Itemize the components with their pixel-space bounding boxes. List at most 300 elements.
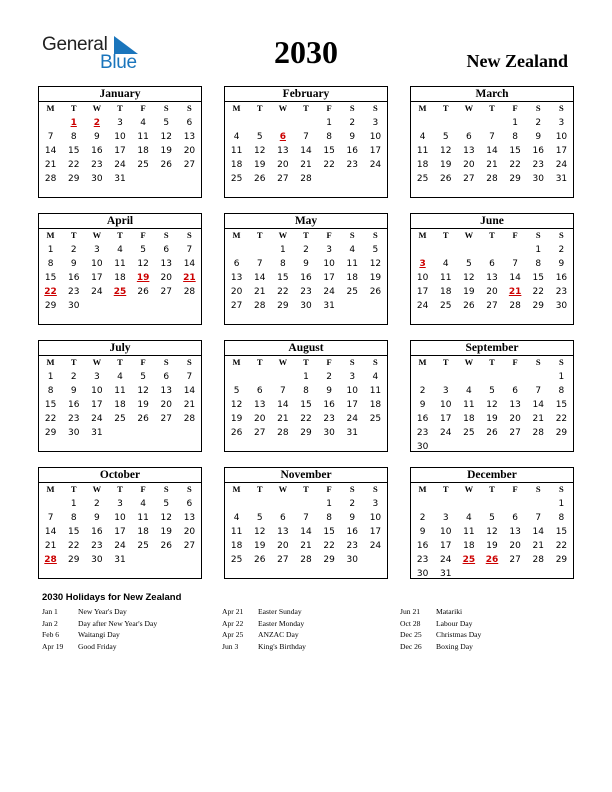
day-cell: 23 — [67, 414, 80, 424]
day-cell: 25 — [230, 555, 243, 565]
weekday-header: S — [535, 103, 541, 113]
day-cell: 2 — [349, 499, 356, 509]
weekday-header: S — [373, 357, 378, 367]
day-cell: 6 — [279, 513, 286, 523]
day-cell: 30 — [416, 442, 429, 452]
day-cell: 5 — [256, 513, 263, 523]
month-june — [410, 213, 574, 325]
day-cell: 25 — [369, 414, 382, 424]
month-august — [224, 340, 388, 452]
day-cell: 19 — [463, 287, 475, 297]
empty-cell — [178, 172, 201, 186]
holiday-name: Labour Day — [436, 618, 473, 628]
day-cell: 27 — [509, 428, 521, 438]
day-cell: 10 — [369, 132, 382, 142]
empty-cell — [155, 172, 178, 186]
weekday-header: T — [489, 484, 495, 494]
day-cell: 7 — [535, 386, 542, 396]
day-cell: 30 — [555, 301, 568, 311]
weekday-header: M — [418, 230, 427, 240]
empty-cell — [132, 299, 155, 313]
day-cell: 9 — [558, 259, 565, 269]
holiday-name: Easter Sunday — [258, 607, 302, 616]
empty-cell — [271, 370, 294, 384]
week-row — [411, 299, 573, 313]
day-cell: 15 — [532, 273, 544, 283]
day-cell: 28 — [253, 301, 266, 311]
day-cell: 14 — [532, 527, 544, 537]
weekday-header: T — [70, 103, 77, 113]
day-cell: 24 — [91, 287, 103, 297]
day-cell: 28 — [300, 174, 312, 184]
day-cell: 1 — [279, 245, 286, 255]
day-cell: 19 — [486, 541, 498, 551]
empty-cell — [132, 426, 155, 440]
month-title: November — [280, 469, 332, 481]
day-cell: 22 — [67, 541, 80, 551]
day-cell: 5 — [372, 245, 379, 255]
day-cell: 24 — [439, 555, 452, 565]
day-cell: 12 — [486, 400, 498, 410]
day-cell: 29 — [555, 555, 568, 565]
week-row — [39, 285, 201, 299]
week-row — [411, 497, 573, 511]
weekday-header: S — [163, 230, 169, 240]
day-cell: 29 — [532, 301, 544, 311]
weekday-header: S — [535, 357, 541, 367]
day-cell: 10 — [114, 513, 126, 523]
holiday-date: Jan 2 — [42, 618, 58, 628]
holiday-date: Jan 1 — [42, 607, 58, 616]
day-cell: 3 — [93, 372, 100, 382]
day-cell: 15 — [555, 527, 568, 537]
day-cell: 3 — [349, 372, 356, 382]
weekday-header-row — [411, 356, 573, 370]
day-cell: 12 — [253, 146, 266, 156]
day-cell: 10 — [369, 513, 382, 523]
month-february — [224, 86, 388, 198]
day-cell: 20 — [509, 541, 521, 551]
day-cell: 4 — [349, 245, 356, 255]
day-cell: 13 — [277, 527, 289, 537]
week-row — [411, 116, 573, 130]
holiday-name: Good Friday — [78, 641, 117, 651]
month-day-grid — [411, 101, 573, 186]
week-row — [225, 384, 387, 398]
month-title: May — [294, 215, 318, 227]
day-cell: 11 — [416, 146, 429, 156]
country-name: New Zealand — [466, 51, 568, 71]
day-cell: 24 — [346, 414, 358, 424]
week-row — [39, 370, 201, 384]
day-cell: 6 — [233, 259, 240, 269]
empty-cell — [527, 440, 550, 454]
empty-cell — [457, 497, 480, 511]
day-cell: 18 — [416, 160, 429, 170]
week-row — [411, 539, 573, 553]
day-cell: 23 — [416, 428, 429, 438]
weekday-header: M — [232, 484, 241, 494]
empty-cell — [480, 497, 503, 511]
day-cell: 9 — [349, 513, 356, 523]
day-cell: 7 — [303, 513, 309, 523]
day-cell: 18 — [230, 541, 243, 551]
weekday-header: T — [117, 357, 123, 367]
day-cell: 4 — [465, 513, 472, 523]
month-day-grid — [225, 228, 387, 313]
holiday-date: Jun 3 — [222, 641, 239, 651]
day-cell: 14 — [44, 146, 57, 156]
day-cell: 5 — [233, 386, 240, 396]
day-cell: 15 — [44, 400, 57, 410]
week-row — [39, 426, 201, 440]
empty-cell — [225, 497, 248, 511]
day-cell: 1 — [512, 118, 518, 128]
day-cell: 4 — [233, 132, 240, 142]
week-row — [225, 370, 387, 384]
day-cell: 9 — [70, 259, 77, 269]
holiday-day: 25 — [113, 287, 127, 297]
weekday-header: T — [442, 357, 449, 367]
day-cell: 19 — [160, 146, 172, 156]
empty-cell — [271, 497, 294, 511]
day-cell: 30 — [532, 174, 544, 184]
weekday-header-row — [39, 229, 201, 243]
day-cell: 20 — [486, 287, 498, 297]
empty-cell — [155, 553, 178, 567]
week-row — [225, 285, 387, 299]
empty-cell — [248, 243, 271, 257]
day-cell: 28 — [486, 174, 498, 184]
month-march — [410, 86, 574, 198]
month-september — [410, 340, 574, 452]
page-title-year: 2030 — [274, 34, 338, 70]
weekday-header: W — [278, 230, 288, 240]
weekday-header: S — [187, 484, 192, 494]
day-cell: 19 — [369, 273, 382, 283]
month-title: February — [282, 88, 330, 100]
holiday-name: Day after New Year's Day — [78, 618, 158, 628]
day-cell: 17 — [346, 400, 358, 410]
empty-cell — [504, 243, 527, 257]
day-cell: 30 — [323, 428, 335, 438]
empty-cell — [318, 172, 341, 186]
day-cell: 30 — [91, 174, 103, 184]
day-cell: 28 — [532, 555, 544, 565]
day-cell: 7 — [489, 132, 495, 142]
weekday-header: S — [163, 103, 169, 113]
week-row — [411, 398, 573, 412]
weekday-header: T — [256, 357, 263, 367]
week-row — [225, 299, 387, 313]
month-title: January — [99, 88, 141, 100]
holiday-day: 2 — [93, 118, 100, 128]
day-cell: 1 — [535, 245, 542, 255]
weekday-header: S — [187, 357, 192, 367]
day-cell: 5 — [256, 132, 263, 142]
month-day-grid — [411, 355, 573, 454]
day-cell: 24 — [369, 541, 382, 551]
day-cell: 11 — [463, 527, 475, 537]
month-april — [38, 213, 202, 325]
month-july — [38, 340, 202, 452]
week-row — [225, 271, 387, 285]
empty-cell — [457, 370, 480, 384]
day-cell: 19 — [439, 160, 452, 170]
month-november — [224, 467, 388, 579]
day-cell: 8 — [326, 513, 332, 523]
day-cell: 10 — [91, 259, 103, 269]
weekday-header: T — [489, 230, 495, 240]
holiday-row — [222, 629, 402, 641]
week-row — [225, 398, 387, 412]
day-cell: 10 — [91, 386, 103, 396]
day-cell: 16 — [346, 527, 358, 537]
weekday-header-row — [411, 102, 573, 116]
day-cell: 22 — [532, 287, 544, 297]
weekday-header: M — [46, 357, 55, 367]
weekday-header-row — [39, 102, 201, 116]
week-row — [225, 172, 387, 186]
week-row — [39, 497, 201, 511]
day-cell: 3 — [326, 245, 332, 255]
week-row — [39, 525, 201, 539]
day-cell: 13 — [463, 146, 475, 156]
day-cell: 11 — [439, 273, 452, 283]
day-cell: 3 — [117, 499, 123, 509]
day-cell: 14 — [300, 146, 312, 156]
day-cell: 29 — [277, 301, 289, 311]
week-row — [225, 130, 387, 144]
weekday-header: T — [70, 484, 77, 494]
day-cell: 28 — [277, 428, 289, 438]
day-cell: 28 — [183, 414, 196, 424]
holiday-row — [400, 641, 580, 653]
day-cell: 21 — [253, 287, 266, 297]
week-row — [225, 553, 387, 567]
weekday-header: M — [418, 357, 427, 367]
day-cell: 2 — [419, 386, 426, 396]
holiday-row — [222, 606, 402, 618]
day-cell: 22 — [555, 414, 568, 424]
week-row — [225, 525, 387, 539]
weekday-header: S — [163, 357, 169, 367]
weekday-header: W — [92, 484, 102, 494]
week-row — [411, 158, 573, 172]
day-cell: 26 — [253, 174, 266, 184]
empty-cell — [480, 116, 503, 130]
day-cell: 27 — [160, 414, 172, 424]
day-cell: 13 — [160, 386, 172, 396]
day-cell: 2 — [419, 513, 426, 523]
holiday-date: Dec 25 — [400, 630, 422, 640]
weekday-header: F — [512, 103, 518, 113]
day-cell: 11 — [463, 400, 475, 410]
week-row — [411, 412, 573, 426]
day-cell: 4 — [117, 245, 123, 255]
day-cell: 27 — [463, 174, 475, 184]
day-cell: 22 — [67, 160, 80, 170]
week-row — [39, 553, 201, 567]
day-cell: 24 — [369, 160, 382, 170]
day-cell: 22 — [555, 541, 568, 551]
weekday-header: F — [512, 230, 518, 240]
month-day-grid — [39, 101, 201, 186]
day-cell: 29 — [323, 555, 335, 565]
day-cell: 19 — [230, 414, 243, 424]
week-row — [39, 144, 201, 158]
day-cell: 9 — [70, 386, 77, 396]
day-cell: 5 — [140, 372, 146, 382]
day-cell: 30 — [416, 569, 429, 579]
week-row — [411, 567, 573, 581]
day-cell: 20 — [230, 287, 243, 297]
day-cell: 16 — [555, 273, 568, 283]
weekday-header: T — [117, 230, 123, 240]
day-cell: 18 — [439, 287, 452, 297]
week-row — [225, 511, 387, 525]
day-cell: 28 — [44, 174, 57, 184]
weekday-header: S — [163, 484, 169, 494]
day-cell: 9 — [93, 132, 100, 142]
day-cell: 15 — [323, 146, 335, 156]
day-cell: 15 — [300, 400, 312, 410]
weekday-header: F — [326, 484, 332, 494]
day-cell: 17 — [114, 527, 126, 537]
holiday-column — [42, 606, 222, 652]
day-cell: 14 — [44, 527, 57, 537]
weekday-header-row — [411, 229, 573, 243]
holiday-name: Boxing Day — [436, 641, 473, 651]
day-cell: 18 — [463, 541, 475, 551]
weekday-header: S — [535, 484, 541, 494]
empty-cell — [248, 370, 271, 384]
week-row — [39, 257, 201, 271]
day-cell: 16 — [67, 273, 80, 283]
day-cell: 29 — [67, 174, 80, 184]
weekday-header: W — [464, 230, 474, 240]
day-cell: 8 — [47, 259, 54, 269]
day-cell: 22 — [509, 160, 521, 170]
holiday-name: King's Birthday — [258, 641, 306, 651]
day-cell: 1 — [47, 372, 54, 382]
weekday-header: S — [559, 357, 564, 367]
day-cell: 11 — [137, 132, 149, 142]
day-cell: 3 — [442, 513, 449, 523]
empty-cell — [504, 497, 527, 511]
holiday-row — [42, 618, 222, 630]
day-cell: 24 — [416, 301, 429, 311]
weekday-header: W — [278, 357, 288, 367]
day-cell: 7 — [47, 132, 54, 142]
day-cell: 22 — [323, 160, 335, 170]
day-cell: 17 — [323, 273, 335, 283]
weekday-header: T — [489, 103, 495, 113]
holiday-column — [400, 606, 580, 652]
week-row — [39, 299, 201, 313]
day-cell: 14 — [486, 146, 498, 156]
day-cell: 28 — [183, 287, 196, 297]
day-cell: 25 — [137, 541, 149, 551]
day-cell: 15 — [509, 146, 521, 156]
day-cell: 29 — [300, 428, 312, 438]
day-cell: 5 — [465, 259, 472, 269]
holiday-name: Christmas Day — [436, 630, 482, 640]
day-cell: 14 — [277, 400, 289, 410]
day-cell: 4 — [419, 132, 426, 142]
day-cell: 28 — [532, 428, 544, 438]
weekday-header: T — [117, 103, 123, 113]
day-cell: 24 — [439, 428, 452, 438]
day-cell: 25 — [137, 160, 149, 170]
day-cell: 11 — [346, 259, 358, 269]
day-cell: 6 — [465, 132, 472, 142]
day-cell: 21 — [277, 414, 289, 424]
day-cell: 2 — [70, 372, 77, 382]
day-cell: 17 — [439, 414, 452, 424]
weekday-header: S — [535, 230, 541, 240]
empty-cell — [411, 116, 434, 130]
day-cell: 8 — [279, 259, 286, 269]
months-grid — [38, 86, 575, 582]
day-cell: 13 — [230, 273, 243, 283]
day-cell: 5 — [163, 118, 170, 128]
day-cell: 13 — [509, 400, 521, 410]
empty-cell — [132, 172, 155, 186]
holiday-date: Feb 6 — [42, 630, 60, 640]
week-row — [411, 130, 573, 144]
day-cell: 4 — [372, 372, 379, 382]
week-row — [411, 553, 573, 567]
day-cell: 10 — [416, 273, 429, 283]
day-cell: 16 — [91, 527, 103, 537]
day-cell: 21 — [532, 541, 544, 551]
day-cell: 14 — [183, 386, 196, 396]
day-cell: 22 — [44, 414, 57, 424]
day-cell: 20 — [183, 146, 196, 156]
weekday-header: S — [349, 230, 355, 240]
empty-cell — [178, 426, 201, 440]
day-cell: 8 — [512, 132, 518, 142]
empty-cell — [550, 567, 573, 581]
day-cell: 7 — [512, 259, 518, 269]
day-cell: 10 — [114, 132, 126, 142]
day-cell: 19 — [486, 414, 498, 424]
empty-cell — [271, 116, 294, 130]
day-cell: 10 — [555, 132, 568, 142]
weekday-header: M — [232, 357, 241, 367]
weekday-header: S — [349, 484, 355, 494]
holidays-title: 2030 Holidays for New Zealand — [42, 592, 182, 603]
day-cell: 3 — [442, 386, 449, 396]
day-cell: 27 — [277, 174, 289, 184]
month-title: August — [288, 342, 324, 354]
weekday-header: W — [92, 103, 102, 113]
weekday-header: S — [373, 103, 378, 113]
day-cell: 1 — [558, 499, 565, 509]
empty-cell — [504, 440, 527, 454]
empty-cell — [457, 440, 480, 454]
day-cell: 4 — [117, 372, 123, 382]
weekday-header-row — [225, 483, 387, 497]
day-cell: 27 — [230, 301, 243, 311]
day-cell: 21 — [44, 541, 57, 551]
day-cell: 10 — [439, 400, 452, 410]
weekday-header: M — [418, 103, 427, 113]
day-cell: 11 — [137, 513, 149, 523]
day-cell: 31 — [114, 174, 126, 184]
week-row — [39, 116, 201, 130]
